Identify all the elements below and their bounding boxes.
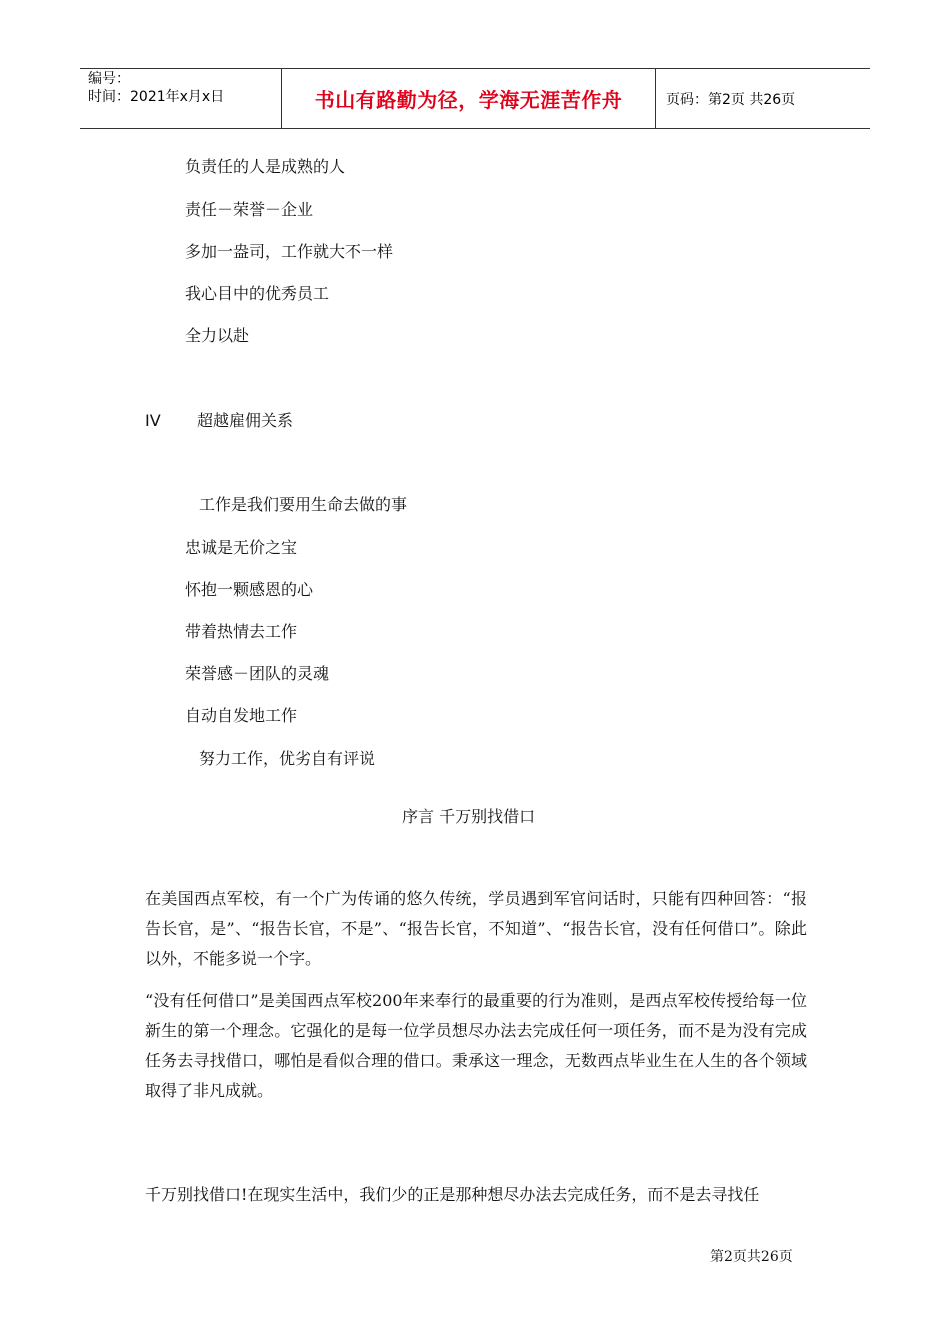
time-label: 时间：2021年x月x日 bbox=[88, 89, 225, 105]
body-paragraph: 在美国西点军校，有一个广为传诵的悠久传统，学员遇到军官问话时，只能有四种回答：“报告长官，是”、“报告长官，不是”、“报告长官，不知道”、“报告长官，没有任何借口”。除此以外，不能多说一个字。 bbox=[145, 889, 807, 968]
toc-item: 责任－荣誉－企业 bbox=[185, 200, 314, 219]
toc-item: 带着热情去工作 bbox=[185, 622, 298, 641]
section-title: 超越雇佣关系 bbox=[197, 411, 294, 430]
body-paragraph: 千万别找借口!在现实生活中，我们少的正是那种想尽办法去完成任务，而不是去寻找任 bbox=[145, 1185, 760, 1204]
body-paragraph: “没有任何借口”是美国西点军校200年来奉行的最重要的行为准则，是西点军校传授给每一位新生的第一个理念。它强化的是每一位学员想尽办法去完成任何一项任务，而不是为没有完成任务去寻找借口，哪怕是看似合理的借口。秉承这一理念，无数西点毕业生在人生的各个领域取得了非凡成就。 bbox=[145, 991, 807, 1100]
number-label: 编号： bbox=[88, 71, 130, 87]
toc-item: 努力工作，优劣自有评说 bbox=[199, 749, 376, 768]
header-page-label: 页码：第2页 共26页 bbox=[666, 91, 796, 108]
toc-item: 自动自发地工作 bbox=[185, 706, 298, 725]
toc-item: 怀抱一颗感恩的心 bbox=[185, 580, 314, 599]
preface-title: 序言 千万别找借口 bbox=[402, 807, 536, 826]
toc-item: 荣誉感－团队的灵魂 bbox=[185, 664, 330, 683]
header-motto: 书山有路勤为径，学海无涯苦作舟 bbox=[282, 69, 656, 128]
page-header bbox=[80, 68, 870, 129]
toc-item: 工作是我们要用生命去做的事 bbox=[199, 495, 408, 514]
page-footer: 第2页共26页 bbox=[710, 1249, 793, 1265]
toc-item: 我心目中的优秀员工 bbox=[185, 284, 330, 303]
header-meta bbox=[80, 69, 282, 128]
toc-item: 负责任的人是成熟的人 bbox=[185, 157, 346, 176]
section-number: IV bbox=[145, 411, 161, 430]
toc-item: 忠诚是无价之宝 bbox=[185, 538, 298, 557]
toc-item: 多加一盎司，工作就大不一样 bbox=[185, 242, 394, 261]
toc-item: 全力以赴 bbox=[185, 326, 250, 345]
